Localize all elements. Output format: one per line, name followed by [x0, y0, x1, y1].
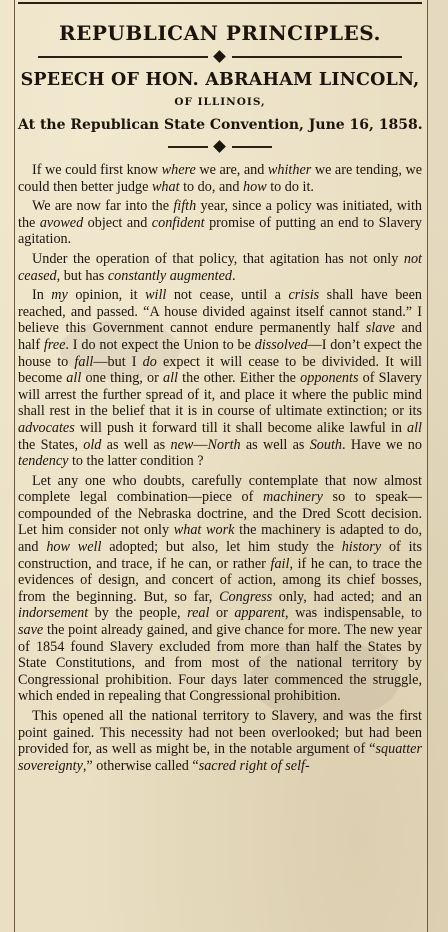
- text-run: to do it.: [266, 178, 314, 195]
- text-run: to the latter condition ?: [68, 453, 204, 470]
- text-run: shall have been reached, and passed. “A house divided against itself cannot stand.” I believe this Government cannot endure permanently half: [18, 287, 422, 337]
- text-run: year, since a policy was initiated, with the: [18, 198, 423, 231]
- text-run: . Have we no: [342, 436, 422, 453]
- italic-text: indorsement: [18, 605, 89, 622]
- text-run: —but I: [93, 353, 143, 370]
- article-paragraph: [18, 287, 422, 470]
- text-run: This opened all the national territory to Slavery, and was the first point gained. This necessity had not been overlooked; but had been provided for, as well as might be, in the notable argument of “: [18, 708, 422, 758]
- text-run: the States,: [18, 436, 84, 453]
- text-run: we are, and: [195, 162, 268, 178]
- italic-text: North: [207, 436, 241, 453]
- italic-text: all: [66, 370, 82, 387]
- text-run: we are tending, we could then better judge: [18, 162, 422, 195]
- text-run: , but has: [56, 267, 108, 284]
- text-run: . I do not expect the Union to be: [65, 336, 255, 353]
- italic-text: do: [142, 353, 157, 370]
- article-paragraph: [18, 473, 422, 705]
- text-run: opinion, it: [67, 287, 146, 304]
- text-run: ,” otherwise called “: [82, 757, 199, 774]
- text-run: Under the operation of that policy, that agitation has not only: [32, 250, 404, 267]
- text-run: only, had acted; and an: [272, 588, 422, 605]
- italic-text: where: [161, 162, 196, 178]
- italic-text: not ceased: [18, 250, 422, 284]
- right-column-edge: [427, 0, 448, 932]
- italic-text: old: [83, 436, 102, 453]
- italic-text: what: [151, 178, 180, 195]
- article-paragraph: [18, 162, 422, 195]
- convention-line: At the Republican State Convention, June 16, 1858.: [18, 117, 423, 133]
- text-run: promise of putting an end to Slavery agitation.: [18, 214, 422, 248]
- italic-text: fifth: [173, 198, 197, 215]
- italic-text: whither: [267, 162, 312, 178]
- text-run: the other. Either the: [178, 370, 301, 387]
- italic-text: confident: [151, 214, 205, 231]
- text-run: , was indispensable, to: [285, 605, 422, 622]
- text-run: not cease, until a: [166, 287, 289, 304]
- italic-text: how well: [46, 539, 102, 556]
- text-run: one thing, or: [81, 370, 164, 387]
- text-run: and half: [18, 320, 422, 353]
- italic-text: apparent: [234, 605, 286, 622]
- italic-text: squatter sovereignty: [18, 741, 422, 774]
- article-paragraph: [18, 708, 422, 774]
- italic-text: will: [145, 287, 167, 304]
- text-run: of its construction, and trace, if he can, or rather: [18, 539, 422, 572]
- italic-text: fail: [270, 555, 290, 572]
- italic-text: all: [407, 419, 422, 436]
- text-run: In: [32, 287, 52, 304]
- italic-text: fall: [74, 353, 94, 370]
- text-run: by the people,: [88, 605, 188, 622]
- italic-text: advocates: [18, 419, 75, 436]
- article-paragraph: [18, 251, 422, 284]
- italic-text: real: [187, 605, 210, 622]
- text-run: , if he can, to trace the evidences of design, and concert of action, among its chief bosses, from the beginning. But, so far,: [18, 555, 422, 605]
- italic-text: what work: [173, 522, 235, 539]
- article-column: [18, 0, 422, 777]
- text-run: or: [209, 605, 235, 622]
- italic-text: constantly augmented: [107, 267, 232, 284]
- italic-text: slave: [365, 320, 395, 337]
- left-column-edge: [0, 0, 15, 932]
- ornamental-rule: [18, 52, 422, 62]
- italic-text: machinery: [263, 489, 323, 506]
- italic-text: crisis: [288, 287, 320, 304]
- text-run: to do, and: [179, 178, 243, 195]
- diamond-ornament-icon: [213, 50, 226, 63]
- italic-text: sacred right of self-: [198, 757, 310, 774]
- text-run: We are now far into the: [32, 198, 174, 215]
- text-run: object and: [83, 214, 152, 231]
- ornamental-rule: [18, 142, 422, 152]
- italic-text: all: [163, 370, 178, 387]
- italic-text: how: [243, 178, 267, 195]
- italic-text: dissolved: [254, 336, 308, 353]
- text-run: as well as: [240, 436, 310, 453]
- diamond-ornament-icon: [213, 140, 226, 153]
- italic-text: new: [170, 436, 194, 453]
- text-run: .: [231, 267, 236, 284]
- article-body: [18, 162, 422, 774]
- italic-text: history: [341, 539, 382, 556]
- text-run: the machinery is adapted to do, and: [18, 522, 422, 556]
- italic-text: free: [43, 336, 66, 353]
- section-title: REPUBLICAN PRINCIPLES.: [59, 21, 381, 45]
- italic-text: avowed: [39, 214, 84, 231]
- text-run: of Slavery will arrest the further spread of it, and place it where the public mind shall rest in the belief that it is in course of ultimate extinction; or its: [18, 370, 422, 420]
- text-run: will push it forward till it shall become alike lawful in: [74, 419, 408, 436]
- italic-text: my: [51, 287, 68, 304]
- text-run: the point already gained, and give chance for more. The new year of 1854 found Slavery excluded from more than half the States by State Constitutions, and from most of the national territory by Congressional prohibition. Four days later commenced the struggle, which ended in repealing that Congressional prohibition.: [18, 622, 422, 705]
- italic-text: South: [309, 436, 343, 453]
- text-run: as well as: [101, 436, 171, 453]
- article-paragraph: [18, 198, 422, 248]
- top-rule: [18, 2, 422, 4]
- text-run: so to speak—compounded of the Nebraska doctrine, and the Dred Scott decision. Let him consider not only: [18, 489, 422, 539]
- text-run: Let any one who doubts, carefully contemplate that now almost complete legal combination—piece of: [18, 472, 422, 506]
- italic-text: save: [18, 622, 44, 639]
- state-line: OF ILLINOIS,: [174, 96, 266, 108]
- text-run: adopted; but also, let him study the: [101, 539, 342, 556]
- text-run: expect it will cease to be divivided. It will become: [18, 353, 422, 387]
- italic-text: opponents: [300, 370, 359, 387]
- text-run: —I don’t expect the house to: [18, 336, 422, 370]
- text-run: If we could first know: [32, 162, 162, 178]
- text-run: —: [193, 436, 208, 453]
- speech-title: SPEECH OF HON. ABRAHAM LINCOLN,: [20, 70, 420, 90]
- italic-text: tendency: [18, 453, 69, 470]
- italic-text: Congress: [219, 588, 273, 605]
